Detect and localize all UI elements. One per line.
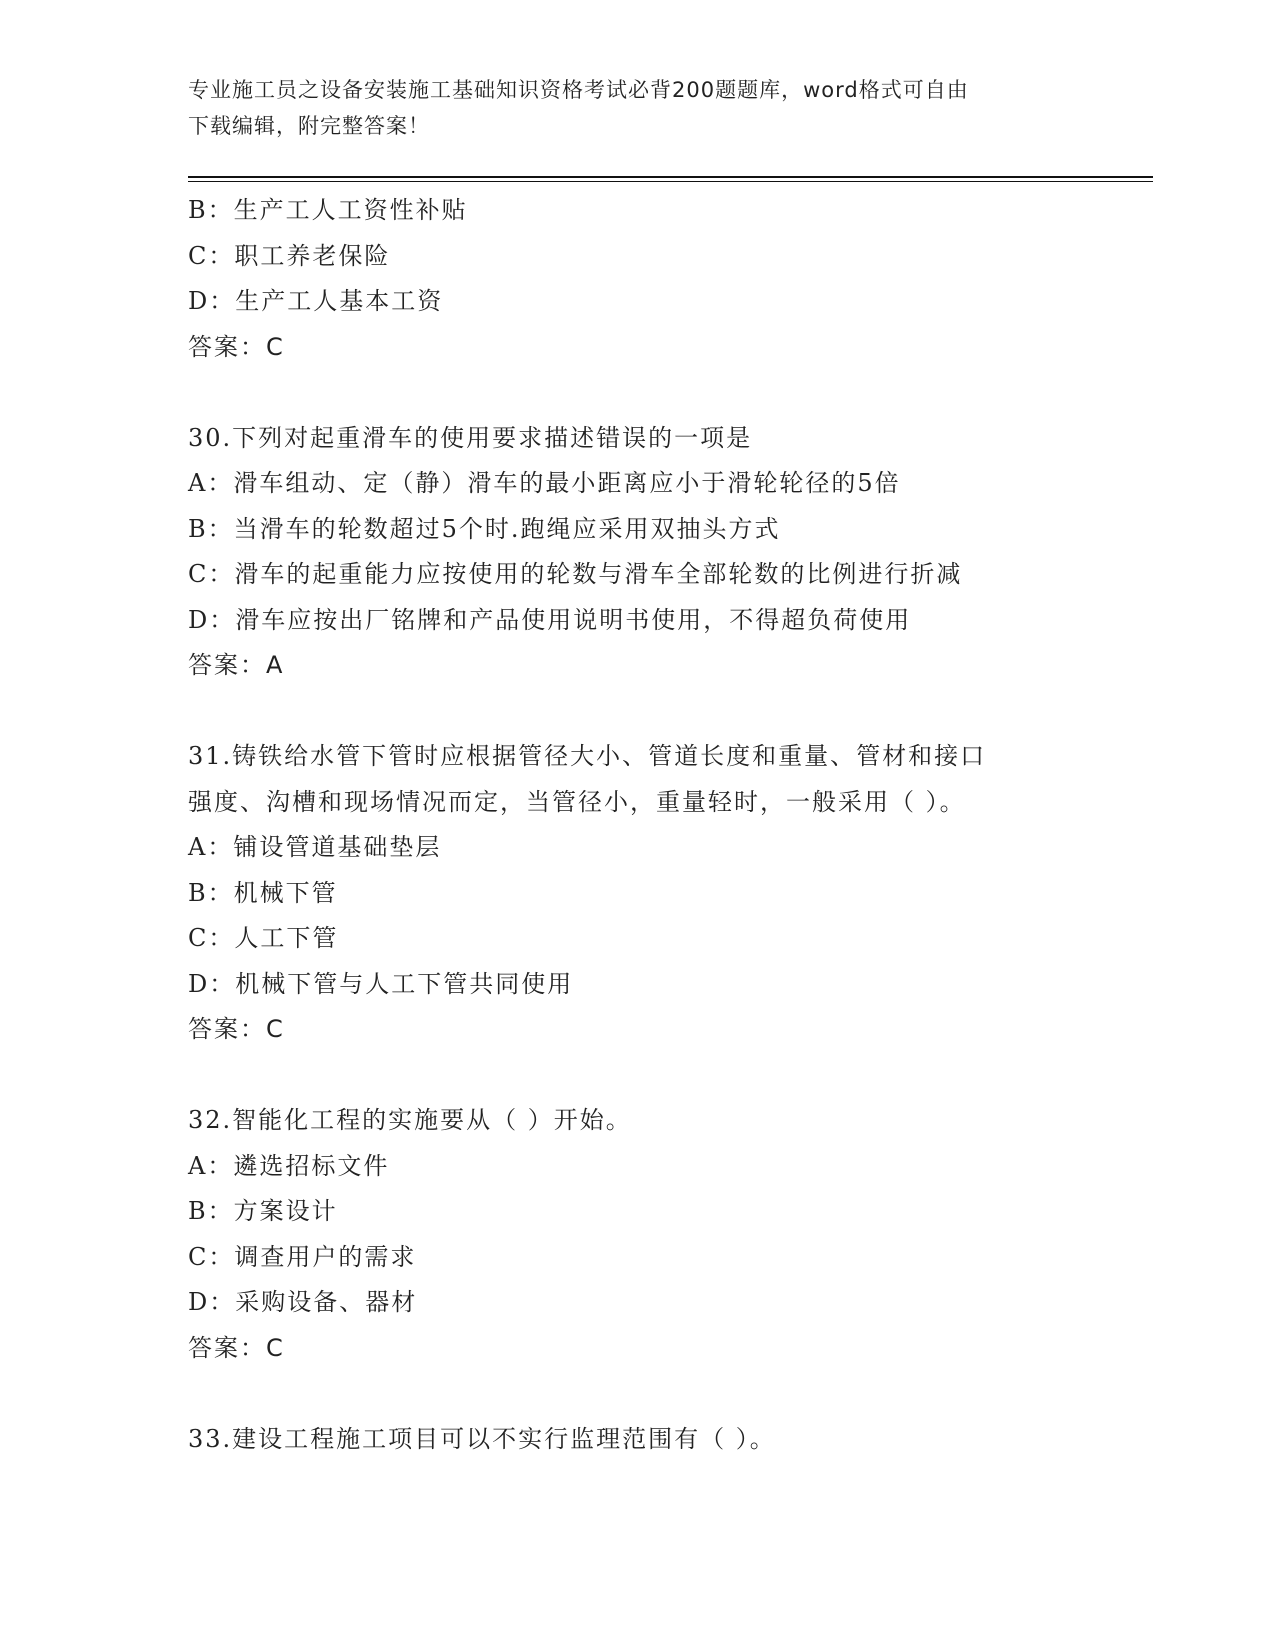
spacer (188, 689, 1148, 735)
question-block-30 (188, 416, 1148, 689)
question-block-33 (188, 1417, 1148, 1463)
header-line-1: 专业施工员之设备安装施工基础知识资格考试必背200题题库，word格式可自由 (188, 78, 969, 102)
option-a: A：滑车组动、定（静）滑车的最小距离应小于滑轮轮径的5倍 (188, 469, 901, 497)
question-stem: 33.建设工程施工项目可以不实行监理范围有（ ）。 (188, 1424, 776, 1453)
option-a: A：遴选招标文件 (188, 1151, 390, 1180)
option-d: D：采购设备、器材 (188, 1288, 418, 1316)
header-divider-thick (188, 176, 1153, 178)
option-b: B：机械下管 (188, 878, 338, 907)
spacer (188, 1371, 1148, 1417)
question-stem-line-2: 强度、沟槽和现场情况而定，当管径小，重量轻时，一般采用（ ）。 (188, 787, 966, 816)
option-b: B：生产工人工资性补贴 (188, 196, 468, 224)
answer-line: 答案：A (188, 651, 285, 679)
spacer (188, 370, 1148, 416)
header-divider-thin (188, 181, 1153, 182)
answer-line: 答案：C (188, 332, 285, 361)
header-line-2: 下载编辑，附完整答案！ (188, 114, 430, 138)
option-c: C：调查用户的需求 (188, 1242, 417, 1271)
question-block-29 (188, 188, 1148, 370)
page-header (188, 72, 1068, 144)
option-d: D：滑车应按出厂铭牌和产品使用说明书使用，不得超负荷使用 (188, 605, 912, 634)
question-block-31 (188, 734, 1148, 1053)
answer-line: 答案：C (188, 1015, 285, 1043)
option-c: C：职工养老保险 (188, 241, 391, 270)
option-d: D：生产工人基本工资 (188, 287, 444, 315)
question-stem: 32.智能化工程的实施要从（ ）开始。 (188, 1106, 632, 1134)
option-c: C：滑车的起重能力应按使用的轮数与滑车全部轮数的比例进行折减 (188, 560, 963, 588)
question-block-32 (188, 1098, 1148, 1371)
option-b: B：方案设计 (188, 1197, 338, 1225)
question-stem-line-1: 31.铸铁给水管下管时应根据管径大小、管道长度和重量、管材和接口 (188, 742, 987, 770)
answer-line: 答案：C (188, 1333, 285, 1362)
option-a: A：铺设管道基础垫层 (188, 833, 442, 861)
question-list (188, 188, 1148, 1462)
option-c: C：人工下管 (188, 924, 339, 952)
option-d: D：机械下管与人工下管共同使用 (188, 969, 574, 998)
option-b: B：当滑车的轮数超过5个时.跑绳应采用双抽头方式 (188, 514, 781, 543)
question-stem: 30.下列对起重滑车的使用要求描述错误的一项是 (188, 423, 753, 452)
spacer (188, 1053, 1148, 1099)
